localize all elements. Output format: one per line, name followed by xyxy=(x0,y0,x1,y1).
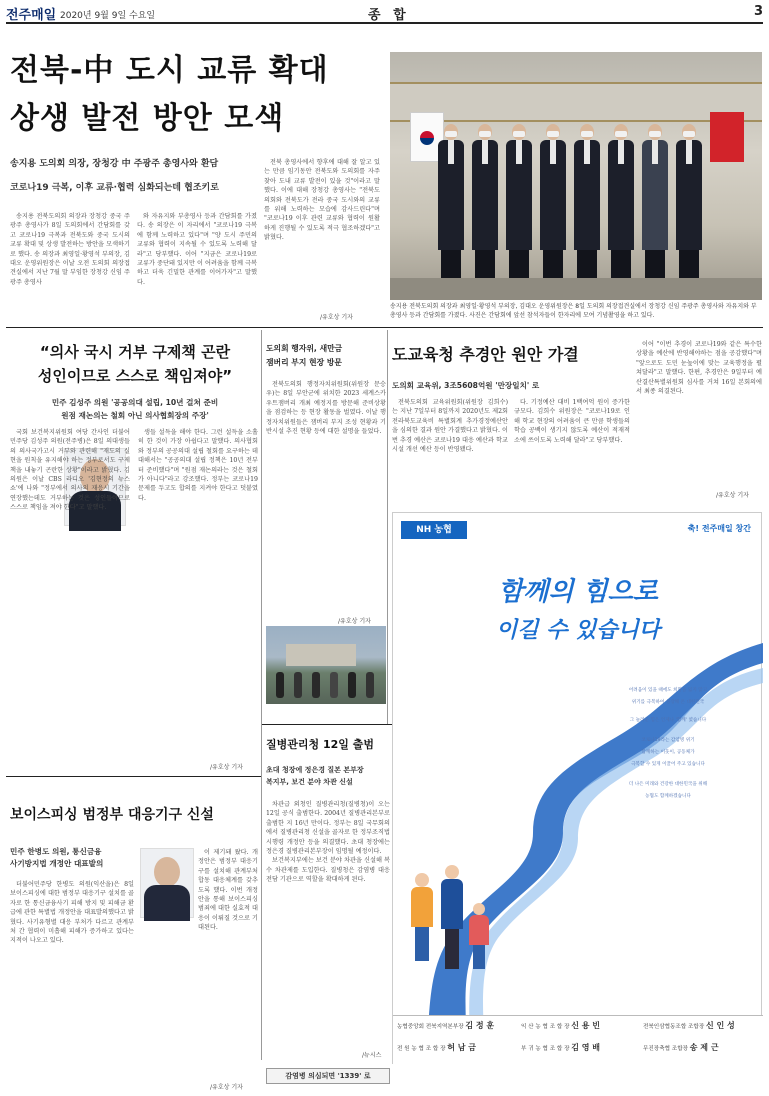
issue-date: 2020년 9월 9일 수요일 xyxy=(60,11,156,21)
assembly-subhead-2: 잼버리 부지 현장 방문 xyxy=(266,358,342,367)
person-icon xyxy=(574,124,600,280)
divider xyxy=(262,724,392,725)
quote-subhead-1: 민주 김성주 의원 '공공의대 설립, 10년 걸쳐 준비 xyxy=(51,398,219,407)
budget-body-col1: 전북도의회 교육위원회(위원장 김희수)는 지난 7일부터 8일까지 2020년도 제2회 전라북도교육비 특별회계 추가경정예산안을 심의한 결과 원안 가결했다고 밝혔다. 이번 추경 예산은 코로나19 대응 예산과 학교 시설 개선 예산 등이 반영됐다. xyxy=(392,399,508,454)
person-icon xyxy=(676,124,702,280)
signer-name: 신 용 빈 xyxy=(571,1021,601,1030)
phishing-subhead-1: 민주 한병도 의원, 통신금융 xyxy=(10,847,102,856)
ad-congrats: 축! 전주매일 창간 xyxy=(687,524,751,533)
lead-body-col2: 와 자유지와 부총영사 등과 간담회를 가졌다. 송 의장은 이 자리에서 "코로나19 극복에 함께 노력하고 있다"며 "양 도시 주민의 교류와 협력이 지속될 수 있도록 노력해 달라"고 당부했다. 이어 "지금은 코로나19로 교류가 중단돼 있지만 이 어려움을 함께 극복하고 더욱 긴밀한 관계를 이어가자"고 말했다. xyxy=(137,213,257,286)
kdca-subhead-2: 복지부, 보건 분야 차관 신설 xyxy=(266,778,353,786)
phishing-subheads xyxy=(10,846,134,870)
phishing-headline: 보이스피싱 범정부 대응기구 신설 xyxy=(10,807,214,823)
assembly-subheads xyxy=(266,342,386,370)
china-flag-icon xyxy=(710,112,744,162)
quote-body-col2: 생들 설득을 해야 한다. 그런 설득을 소홀히 한 것이 가장 아쉽다고 말했다. 의사협회와 정부의 공공의대 설립 철회를 요구하는 데 대해서는 "공공의대 설립 정책은 10년 전부터 준비했다"며 "원점 재논의라는 것은 철회가 아니다"라고 강조했다. 정부는 코로나19 문제를 두고도 합의를 지켜야 한다고 덧붙였다. xyxy=(138,429,258,502)
budget-body-col3: 이어 "이번 추경이 코로나19와 같은 특수한 상황을 예산에 반영해야하는 점을 공감했다"며 "앞으로도 도민 눈높이에 맞는 교육행정을 펼쳐달라"고 말했다. 한편, 추경안은 9일부터 예산결산특별위원회 심사를 거쳐 16일 본회의에서 최종 의결된다. xyxy=(636,341,762,396)
kdca-subheads xyxy=(266,764,390,788)
ad-copy-line: 극복할 수 있게 이끌어 주고 있습니다 xyxy=(631,762,705,767)
person-icon xyxy=(608,124,634,280)
ad-copy-line: 농협도 함께하겠습니다 xyxy=(645,794,691,799)
quote-headline-line1: “의사 국시 거부 구제책 곤란 xyxy=(39,343,231,361)
floor xyxy=(390,278,762,300)
assembly-photo xyxy=(266,626,386,704)
ad-copy-line: 위기를 극복하여 성장해 온 대한민국 xyxy=(631,700,705,705)
assembly-byline: /유호상 기자 xyxy=(338,618,371,625)
kdca-subhead-1: 초대 청장에 정은경 질본 본부장 xyxy=(266,766,364,774)
lead-photo-caption: 송지용 전북도의회 의장과 최영일·황영석 부의장, 김대오 운영위원장은 8일 도의회 의장접견실에서 장청강 신임 주광주 총영사와 자유지와 부총영사 등과 간담회를 가졌다. 사진은 간담회에 앞선 참석자들이 한자리에 모여 기념촬영을 하고 있다. xyxy=(390,303,757,319)
nh-advert xyxy=(392,512,762,1064)
quote-body-col1: 국회 보건복지위원회 여당 간사인 더불어민주당 김성주 의원(전주병)은 8일 의대생들의 의사국가고시 거부와 관련해 "재도의 실현을 원칙을 유지해야 하는 정부로서도 구제책을 내놓기 곤란한 상황"이라고 밝혔다. 김 의원은 이날 CBS 라디오 '김현정의 뉴스쇼'에 나와 "정부에서 의사의 재응시 기간을 연장했는데도 거부하는 것은 성인들이므로 스스로 책임을 져야 한다"고 말했다. xyxy=(10,429,130,512)
quote-subheads xyxy=(10,396,260,422)
signer-row: 익 산 농 협 조 합 장 신 용 빈 xyxy=(521,1021,601,1030)
page-number: 3 xyxy=(753,4,763,19)
assembly-body-col1: 전북도의회 행정자치위원회(위원장 문승우)는 8일 부안군에 위치한 2023 세계스카우트잼버리 개최 예정지를 방문해 준비상황을 점검하는 등 현장 활동을 벌였다. 이날 행정자치위원들은 잼버리 부지 조성 현황과 기반시설 추진 현황 등에 대한 설명을 들었다. xyxy=(266,381,386,436)
lead-subhead-2: 코로나19 극복, 이후 교류·협력 심화되는데 협조키로 xyxy=(10,183,219,193)
lead-headline-line1: 전북-中 도시 교류 확대 xyxy=(10,53,329,88)
person-icon xyxy=(472,124,498,280)
ad-copy-line: 코로나19라는 감염병 위기 xyxy=(641,738,695,743)
family-icon xyxy=(411,873,501,993)
budget-headline: 도교육청 추경안 원안 가결 xyxy=(392,345,579,364)
portrait-han xyxy=(140,848,194,918)
quote-subhead-2: 원점 재논의는 철회 아닌 의사협회장의 주장' xyxy=(61,411,209,420)
divider xyxy=(6,776,261,777)
lead-photo xyxy=(390,52,762,300)
signer-name: 신 인 성 xyxy=(706,1021,735,1030)
column-divider xyxy=(387,330,388,725)
assembly-subhead-1: 도의회 행자위, 새만금 xyxy=(266,344,343,353)
person-icon xyxy=(506,124,532,280)
person-icon xyxy=(642,124,668,280)
phishing-body-col1: 더불어민주당 한병도 의원(익산을)은 8일 보이스피싱에 대한 범정부 대응기구 설치를 골자로 한 통신금융사기 피해 방지 및 피해금 환급에 관한 특별법 개정안을 대표발의했다고 밝혔다. 사기유형별 대응 부처가 다르고 관계부처 간 협력이 미흡해 피해가 증가하고 있다는 지적이 나오고 있다. xyxy=(10,881,134,945)
section-title: 종 합 xyxy=(368,8,410,23)
kdca-body-col1: 차관급 외청인 질병관리청(질병청)이 오는 12일 공식 출범한다. 2004년 질병관리본부로 출범한 지 16년 만이다. 정부는 8일 국무회의에서 질병관리청 신설을 골자로 한 정부조직법 시행령 개정안 등을 의결했다. 초대 청장에는 정은경 질병관리본부장이 임명될 예정이다. 보건복지부에는 보건 분야 차관을 신설해 복수 차관제를 도입한다. 질병청은 감염병 대응 전담 기관으로 역할을 확대하게 된다. xyxy=(266,801,390,884)
lead-headline-line2: 상생 발전 방안 모색 xyxy=(10,101,285,136)
ad-copy-line: 어려움이 있을 때에도 희망을 잃지 않고 xyxy=(628,688,708,693)
quote-headline-line2: 성인이므로 스스로 책임져야” xyxy=(37,367,233,385)
budget-body-col2: 다. 기정예산 대비 1백여억 원이 증가한 규모다. 김희수 위원장은 "코로나19로 인해 학교 현장의 어려움이 큰 만큼 학생들의 학습 공백이 생기지 않도록 예산이 적재적소에 쓰이도록 노력해 달라"고 당부했다. xyxy=(514,399,630,444)
person-icon xyxy=(438,124,464,280)
lead-body-col1: 송지용 전북도의회 의장과 장청강 중국 주광주 총영사가 8일 도의회에서 간담회를 갖고 코로나19 극복과 전북도와 중국 도시의 교류 확대 및 상생 발전하는 방안을 모색하기로 했다. 송 의장과 최영일·황영석 부의장, 김대오 운영위원장은 이날 오전 도의회 의장접견실에서 지난 7월 말 부임한 장청강 신임 주광주 총영사 xyxy=(10,213,130,286)
ad-copy-line: 함께하는 이웃이, 공동체가 xyxy=(641,750,695,755)
nh-logo: NH 농협 xyxy=(416,525,452,535)
quote-byline: /유호상 기자 xyxy=(210,764,243,771)
signer-row: 전 원 농 협 조 합 장 허 남 금 xyxy=(397,1043,477,1052)
budget-byline: /유호상 기자 xyxy=(716,492,749,499)
quote-headline xyxy=(10,340,260,388)
kdca-byline: /뉴시스 xyxy=(362,1052,382,1059)
column-divider xyxy=(261,330,262,1060)
signer-name: 김 정 훈 xyxy=(465,1021,495,1030)
signer-row: 농협중앙회 전북지역본부장 김 정 훈 xyxy=(397,1021,495,1030)
phishing-subhead-2: 사기방지법 개정안 대표발의 xyxy=(10,859,104,868)
ad-copy-line: 더 나은 미래와 건강한 대한민국을 위해 xyxy=(628,782,708,787)
lead-subheads xyxy=(10,157,260,196)
signer-name: 김 영 배 xyxy=(571,1043,601,1052)
page-header xyxy=(6,4,763,24)
signer-row: 무진장축협 조합장 송 제 근 xyxy=(643,1043,719,1052)
lead-subhead-1: 송지용 도의회 의장, 장청강 中 주광주 총영사와 환담 xyxy=(10,159,219,169)
person-icon xyxy=(540,124,566,280)
signer-row: 부 귀 농 협 조 합 장 김 영 배 xyxy=(521,1043,601,1052)
budget-subhead: 도의회 교육위, 3조5608억원 '만장일치' 로 xyxy=(392,381,540,390)
lead-byline: /유호상 기자 xyxy=(320,314,353,321)
ad-copy-line: 그 놀라운 힘은 언제나 '함께' 였습니다 xyxy=(629,718,707,723)
phishing-byline: /유호상 기자 xyxy=(210,1084,243,1091)
kdca-headline: 질병관리청 12일 출범 xyxy=(266,738,374,751)
signer-name: 허 남 금 xyxy=(447,1043,477,1052)
signer-table xyxy=(393,1015,763,1065)
newspaper-logo: 전주매일 xyxy=(6,8,57,23)
signer-row: 전북인삼협동조합 조합장 신 인 성 xyxy=(643,1021,735,1030)
lead-body-col3: 전북 총영사에서 향후에 대해 잘 알고 있는 만큼 임기동안 전북도와 도의회를 자주 찾아 도내 교류 발전이 있을 것"이라고 말했다. 이에 대해 장청강 총영사는 "전북도의회와 전북도가 전라 중국 도시와의 교류를 위해 노력하는 모습에 감사드린다"며 "코로나19 이후 관련 교류와 협력이 원활하게 진행될 수 있도록 적극 협조하겠다"고 밝혔다. xyxy=(264,159,380,242)
ad-slogan-line2: 이길 수 있습니다 xyxy=(495,617,661,643)
divider xyxy=(6,327,763,328)
lead-headline xyxy=(10,52,380,138)
signer-name: 송 제 근 xyxy=(689,1043,719,1052)
banner-backdrop xyxy=(390,82,762,122)
ad-slogan xyxy=(423,573,733,649)
phishing-body-col2: 이 제기돼 왔다. 개정안은 범정부 대응기구를 설치해 관계부처 합동 대응체계를 갖추도록 했다. 이번 개정안을 통해 보이스피싱 범죄에 대한 실효적 대응이 이뤄질 것으로 기대된다. xyxy=(198,849,258,932)
ad-slogan-line1: 함께의 힘으로 xyxy=(498,577,658,607)
kdca-footer-box: 감염병 의심되면 '1339' 로 xyxy=(266,1068,390,1084)
